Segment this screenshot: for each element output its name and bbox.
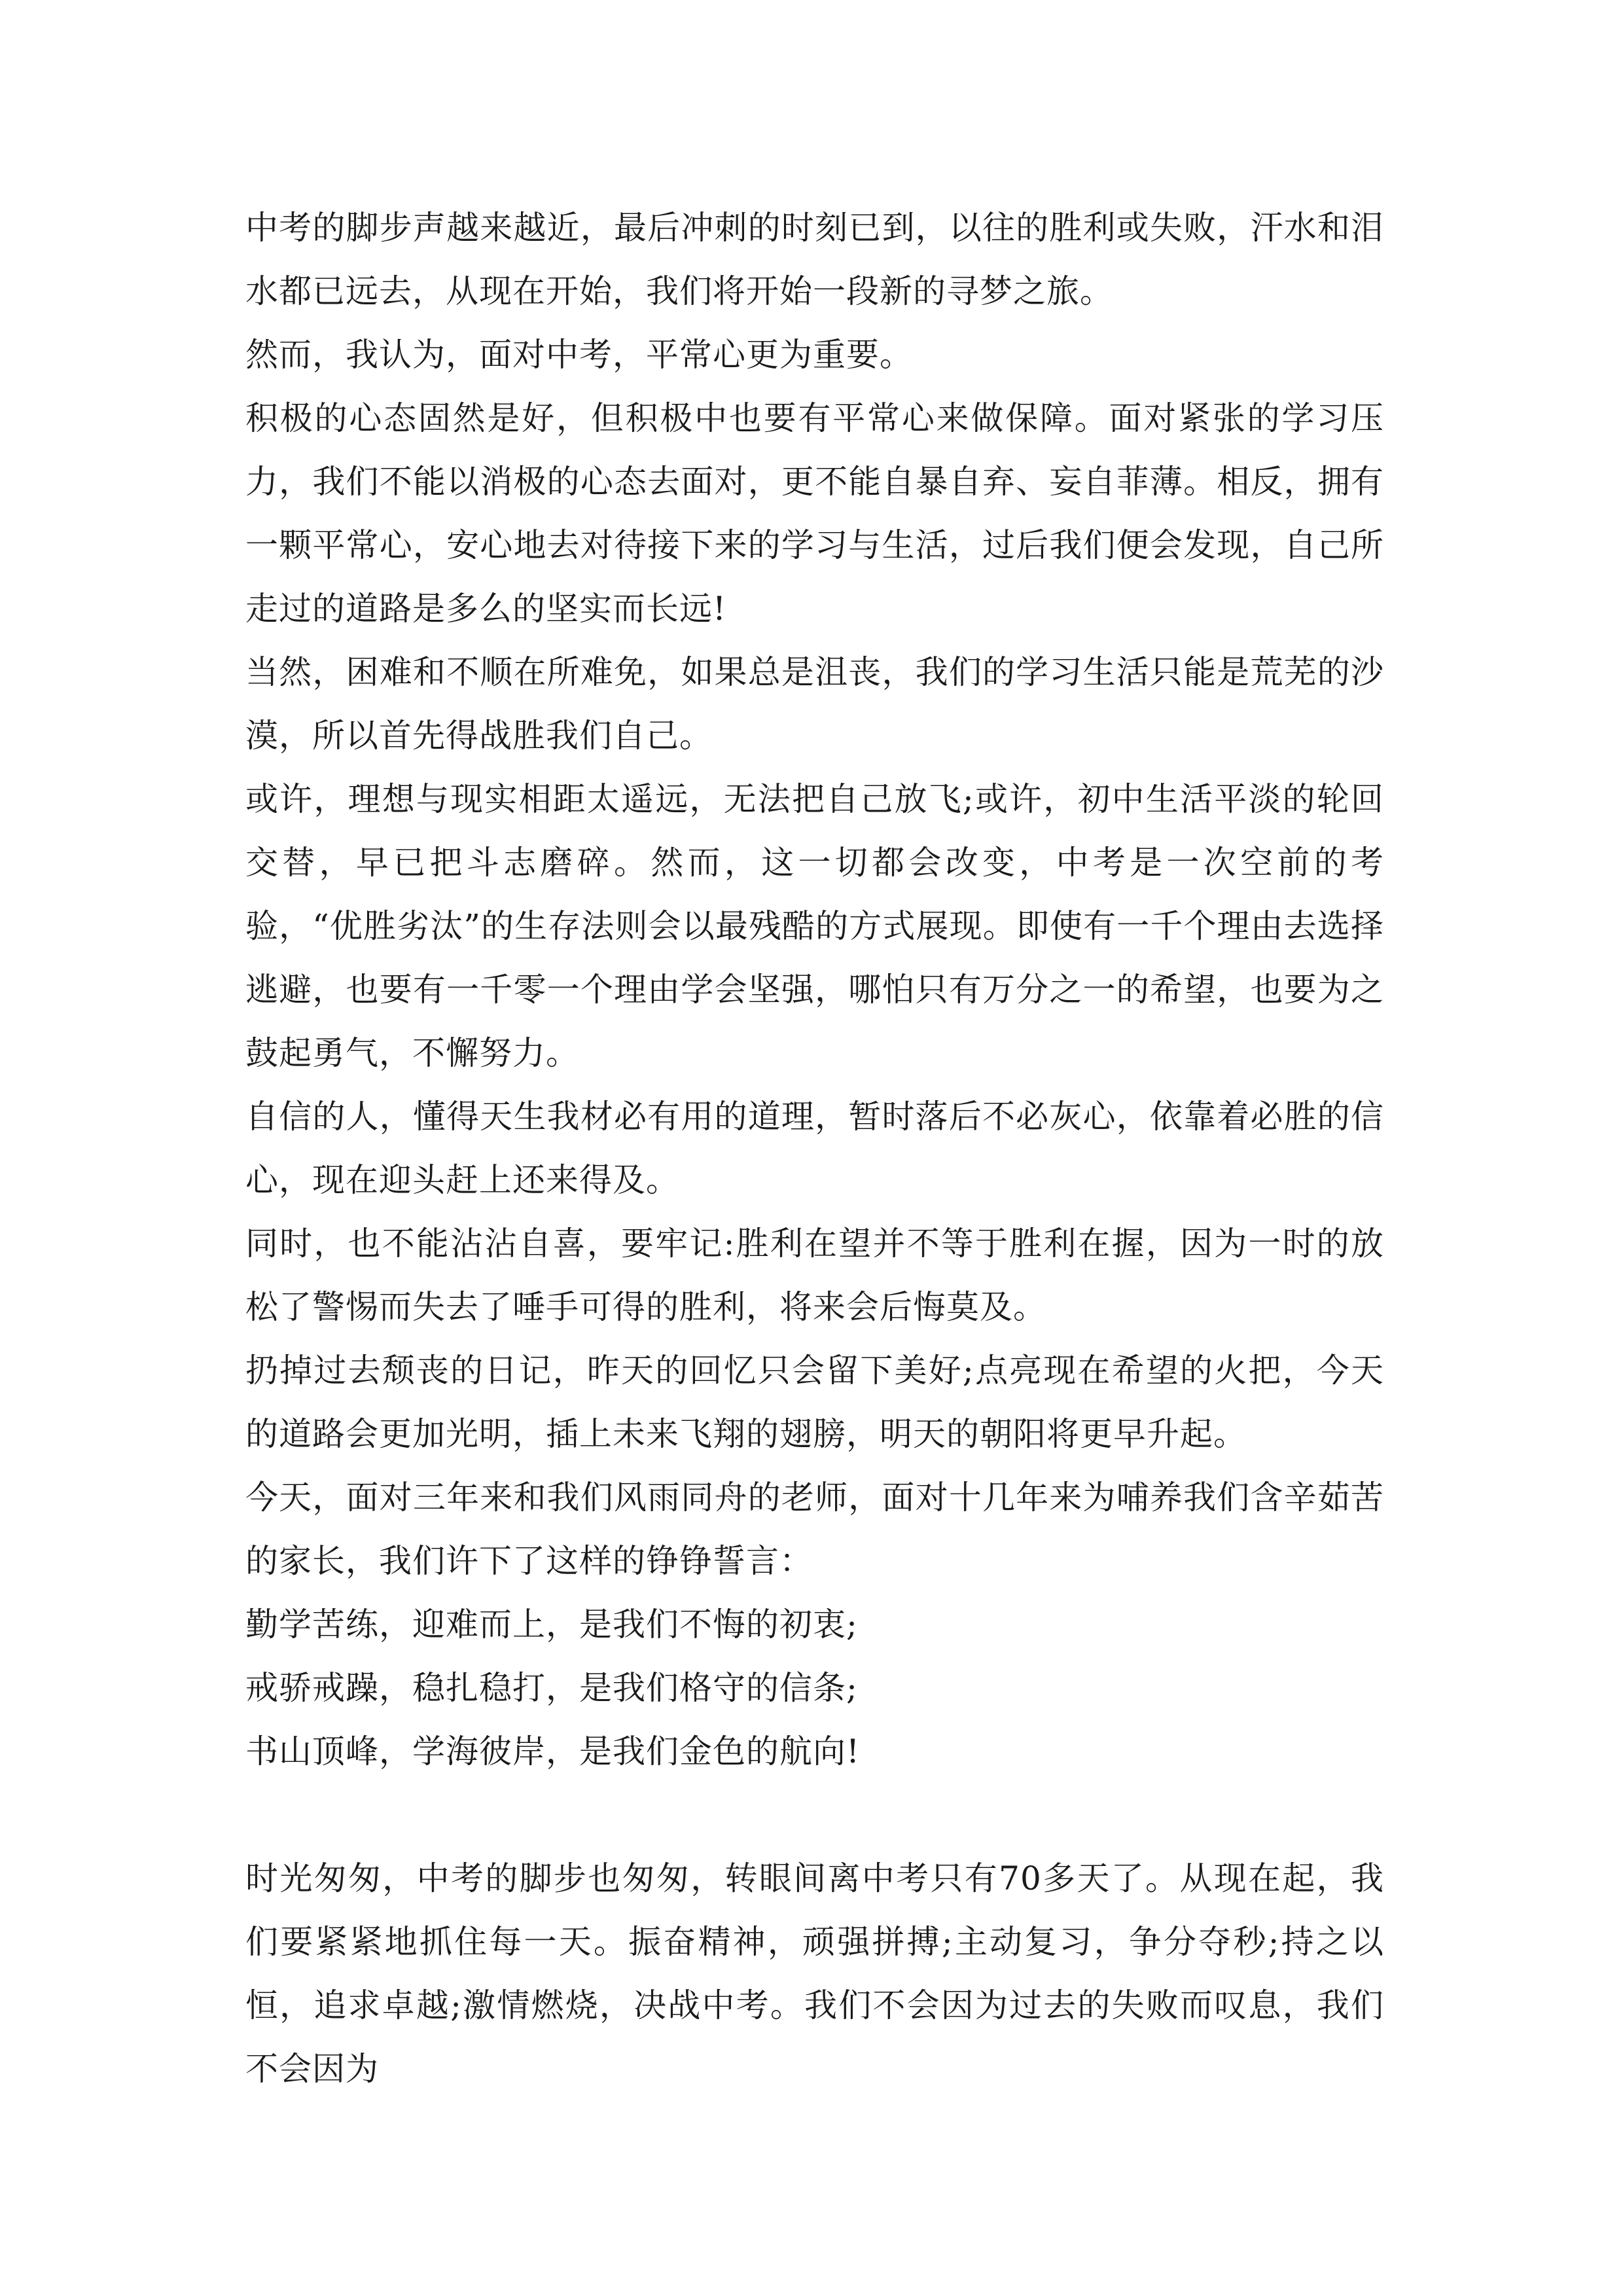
section-gap [245, 1784, 1384, 1847]
paragraph: 自信的人，懂得天生我材必有用的道理，暂时落后不必灰心，依靠着必胜的信心，现在迎头赶上还来得及。 [245, 1098, 1384, 1199]
pledge-line: 勤学苦练，迎难而上，是我们不悔的初衷; [245, 1605, 858, 1643]
paragraph: 中考的脚步声越来越近，最后冲刺的时刻已到，以往的胜利或失败，汗水和泪水都已远去，从现在开始，我们将开始一段新的寻梦之旅。 [245, 209, 1384, 310]
paragraph: 今天，面对三年来和我们风雨同舟的老师，面对十几年来为哺养我们含辛茹苦的家长，我们许下了这样的铮铮誓言： [245, 1479, 1384, 1580]
pledge-line: 书山顶峰，学海彼岸，是我们金色的航向! [245, 1732, 861, 1770]
paragraph: 时光匆匆，中考的脚步也匆匆，转眼间离中考只有70多天了。从现在起，我们要紧紧地抓住每一天。振奋精神，顽强拼搏;主动复习，争分夺秒;持之以恒，追求卓越;激情燃烧，决战中考。我们不会因为过去的失败而叹息，我们不会因为 [245, 1859, 1384, 2088]
body-text [245, 196, 1384, 2101]
paragraph: 同时，也不能沾沾自喜，要牢记:胜利在望并不等于胜利在握，因为一时的放松了警惕而失去了唾手可得的胜利，将来会后悔莫及。 [245, 1225, 1384, 1326]
paragraph: 积极的心态固然是好，但积极中也要有平常心来做保障。面对紧张的学习压力，我们不能以消极的心态去面对，更不能自暴自弃、妄自菲薄。相反，拥有一颗平常心，安心地去对待接下来的学习与生活，过后我们便会发现，自己所走过的道路是多么的坚实而长远! [245, 399, 1384, 628]
paragraph: 然而，我认为，面对中考，平常心更为重要。 [245, 336, 913, 374]
pledge-line: 戒骄戒躁，稳扎稳打，是我们格守的信条; [245, 1669, 858, 1707]
paragraph: 当然，困难和不顺在所难免，如果总是沮丧，我们的学习生活只能是荒芜的沙漠，所以首先得战胜我们自己。 [245, 653, 1384, 755]
paragraph: 扔掉过去颓丧的日记，昨天的回忆只会留下美好;点亮现在希望的火把，今天的道路会更加光明，插上未来飞翔的翅膀，明天的朝阳将更早升起。 [245, 1352, 1384, 1453]
paragraph: 或许，理想与现实相距太遥远，无法把自己放飞;或许，初中生活平淡的轮回交替，早已把斗志磨碎。然而，这一切都会改变，中考是一次空前的考验，“优胜劣汰”的生存法则会以最残酷的方式展现。即使有一千个理由去选择逃避，也要有一千零一个理由学会坚强，哪怕只有万分之一的希望，也要为之鼓起勇气，不懈努力。 [245, 780, 1384, 1072]
